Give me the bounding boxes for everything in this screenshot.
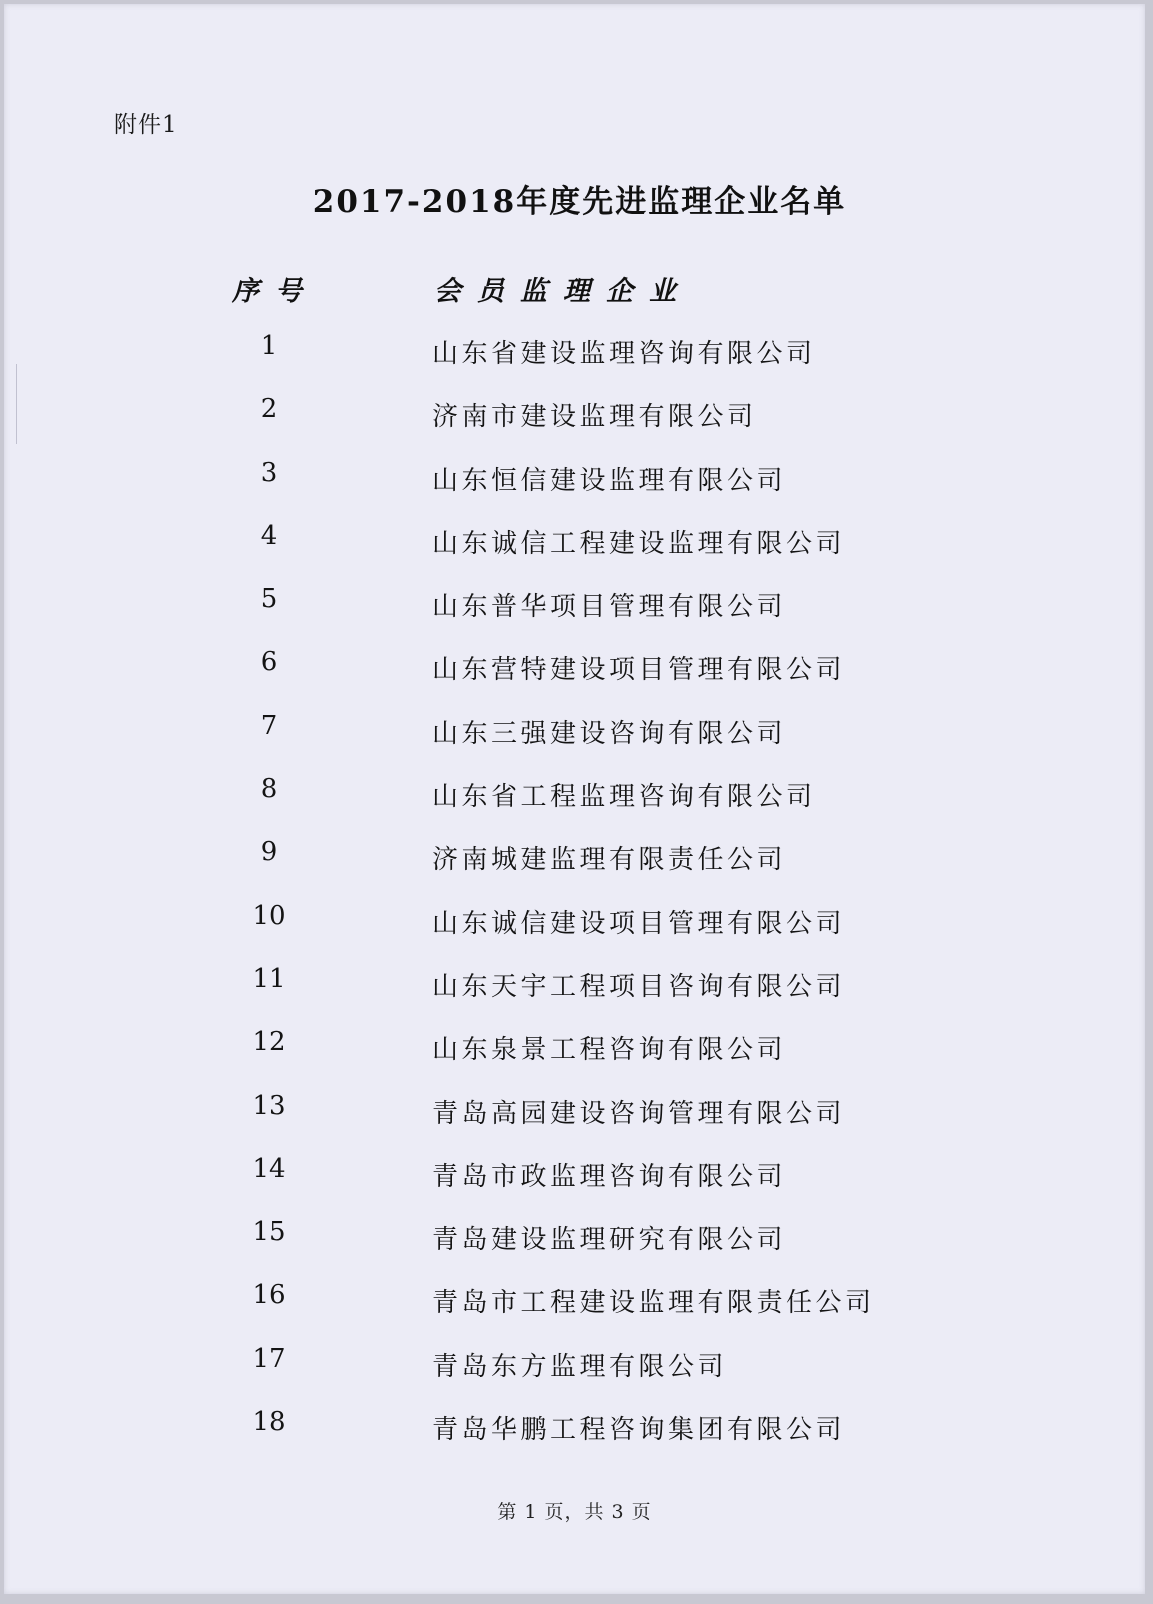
row-index: 2 [260, 394, 278, 425]
row-index: 5 [260, 584, 278, 615]
row-index: 4 [260, 520, 278, 551]
list-item [4, 456, 1145, 519]
row-company-name: 山东诚信建设项目管理有限公司 [432, 908, 846, 939]
document-title: 2017-2018年度先进监理企业名单 [312, 184, 847, 220]
row-index: 17 [252, 1343, 286, 1374]
list-item [4, 519, 1145, 582]
list-item [4, 835, 1145, 898]
row-company-name: 山东泉景工程咨询有限公司 [432, 1035, 787, 1066]
row-index: 16 [252, 1280, 286, 1311]
list-item [4, 1025, 1145, 1088]
list-item [4, 1215, 1145, 1278]
list-item [4, 772, 1145, 835]
row-company-name: 山东营特建设项目管理有限公司 [432, 655, 846, 686]
row-company-name: 青岛市政监理咨询有限公司 [432, 1161, 787, 1192]
row-index: 11 [252, 963, 286, 994]
list-item [4, 1405, 1145, 1468]
row-company-name: 青岛建设监理研究有限公司 [432, 1225, 787, 1256]
row-company-name: 山东恒信建设监理有限公司 [432, 465, 787, 496]
row-index: 9 [260, 837, 278, 868]
row-company-name: 青岛华鹏工程咨询集团有限公司 [432, 1415, 846, 1446]
row-index: 6 [260, 647, 278, 678]
row-company-name: 青岛东方监理有限公司 [432, 1351, 728, 1382]
row-company-name: 济南城建监理有限责任公司 [432, 845, 787, 876]
list-item [4, 1152, 1145, 1215]
row-index: 14 [252, 1153, 286, 1184]
list-header [4, 269, 1145, 309]
row-company-name: 青岛市工程建设监理有限责任公司 [432, 1288, 875, 1319]
page-footer: 第 1 页，共 3 页 [497, 1501, 652, 1523]
row-company-name: 山东普华项目管理有限公司 [432, 592, 787, 623]
row-index: 18 [252, 1407, 286, 1438]
list-item [4, 582, 1145, 645]
row-company-name: 山东省工程监理咨询有限公司 [432, 782, 816, 813]
row-index: 8 [260, 774, 278, 805]
company-list [4, 329, 1145, 1468]
row-index: 1 [260, 331, 278, 361]
header-index: 序号 [232, 276, 318, 307]
list-item [4, 709, 1145, 772]
row-index: 7 [260, 710, 278, 741]
row-company-name: 山东三强建设咨询有限公司 [432, 718, 787, 749]
row-company-name: 青岛高园建设咨询管理有限公司 [432, 1098, 846, 1129]
list-item [4, 329, 1145, 392]
list-item [4, 1089, 1145, 1152]
row-index: 10 [252, 900, 286, 931]
list-item [4, 645, 1145, 708]
list-item [4, 899, 1145, 962]
attachment-label: 附件1 [114, 112, 178, 138]
row-company-name: 山东省建设监理咨询有限公司 [432, 339, 816, 369]
header-company: 会员监理企业 [434, 276, 692, 307]
row-index: 12 [252, 1027, 286, 1058]
row-index: 15 [252, 1217, 286, 1248]
row-index: 13 [252, 1090, 286, 1121]
row-company-name: 济南市建设监理有限公司 [432, 402, 757, 433]
list-item [4, 1342, 1145, 1405]
row-company-name: 山东诚信工程建设监理有限公司 [432, 528, 846, 559]
list-item [4, 1278, 1145, 1341]
list-item [4, 962, 1145, 1025]
document-page [4, 4, 1145, 1594]
list-item [4, 392, 1145, 455]
row-index: 3 [260, 457, 278, 488]
row-company-name: 山东天宇工程项目咨询有限公司 [432, 971, 846, 1002]
